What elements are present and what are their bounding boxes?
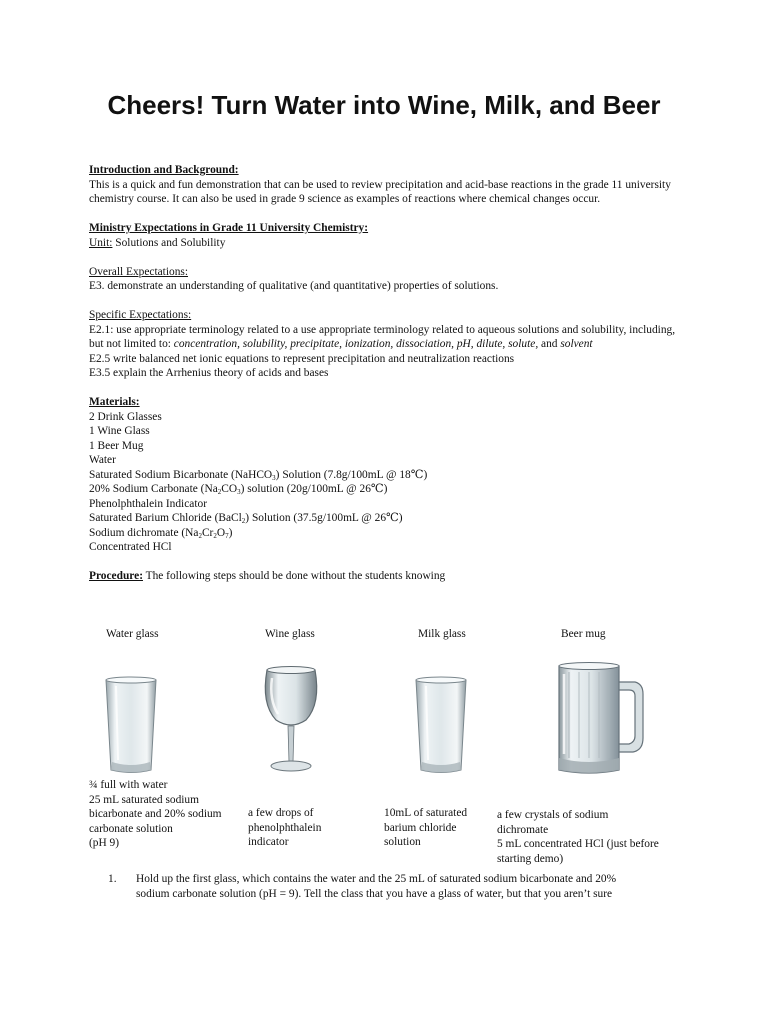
intro-heading: Introduction and Background: <box>89 164 239 176</box>
water-glass-title: Water glass <box>106 628 159 640</box>
beer-mug-caption: a few crystals of sodium dichromate 5 mL concentrated HCl (just before starting demo) <box>497 809 659 865</box>
beer-mug-title: Beer mug <box>561 628 606 640</box>
unit-label: Unit: <box>89 236 113 249</box>
beer-mug-image <box>555 658 645 780</box>
wine-glass-title: Wine glass <box>265 628 315 640</box>
unit-line <box>89 236 679 251</box>
material-item: 20% Sodium Carbonate $(Na_2CO_3)$ solution (20g/100mL @ 26℃) <box>89 483 388 496</box>
wine-glass-image <box>258 664 324 776</box>
overall-heading: Overall Expectations: <box>89 265 189 278</box>
material-item: Water <box>89 454 116 466</box>
material-item: 1 Wine Glass <box>89 425 150 437</box>
water-glass-image <box>104 676 158 776</box>
document-body <box>89 163 679 584</box>
specific-heading: Specific Expectations: <box>89 309 192 321</box>
material-item: Sodium dichromate $(Na_2Cr_2O_7)$ <box>89 526 233 540</box>
step-number: 1. <box>108 873 117 885</box>
materials-heading: Materials: <box>89 396 140 408</box>
step-text: Hold up the first glass, which contains the water and the 25 mL of saturated sodium bicarbonate and 20% sodium carbonate solution (pH = 9). Tell the class that you have a glass of water, but that you aren’t sure <box>136 873 617 900</box>
material-item: Phenolphthalein Indicator <box>89 497 207 510</box>
milk-glass-title: Milk glass <box>418 628 466 640</box>
specific-e25: E2.5 write balanced net ionic equations to represent precipitation and neutralization reactions <box>89 352 515 365</box>
material-item: Saturated Barium Chloride (BaCl$_2$) Solution (37.5g/100mL @ 26℃) <box>89 512 403 525</box>
material-item: 1 Beer Mug <box>89 439 144 452</box>
procedure-intro: The following steps should be done without the students knowing <box>142 570 446 582</box>
intro-text: This is a quick and fun demonstration that can be used to review precipitation and acid-base reactions in the grade 11 university chemistry course. It can also be used in grade 9 science as examples of reactions where chemical changes occur. <box>89 178 671 205</box>
specific-e35: E3.5 explain the Arrhenius theory of acids and bases <box>89 367 329 379</box>
procedure-label: Procedure: <box>89 570 143 582</box>
specific-e21: E2.1: use appropriate terminology related to a use appropriate terminology related to aqueous solutions and solubility, including, but not limited to: concentration, solubility, precipitate, ionization, dissociation, pH, dilute, solute, and solvent <box>89 323 676 350</box>
procedure-step <box>108 872 678 901</box>
page-title: Cheers! Turn Water into Wine, Milk, and Beer <box>107 90 661 120</box>
material-item: 2 Drink Glasses <box>89 410 162 423</box>
procedure-line <box>89 569 679 584</box>
milk-glass-caption: 10mL of saturated barium chloride solution <box>384 807 468 848</box>
material-item: Concentrated HCl <box>89 541 172 553</box>
overall-e3: E3. demonstrate an understanding of qualitative (and quantitative) properties of solutions. <box>89 280 499 292</box>
water-glass-caption: ¾ full with water 25 mL saturated sodium bicarbonate and 20% sodium carbonate solution (pH 9) <box>89 779 222 849</box>
unit-value: Solutions and Solubility <box>112 236 226 249</box>
material-item: Saturated Sodium Bicarbonate (NaHCO$_3$) Solution (7.8g/100mL @ 18℃) <box>89 468 428 482</box>
wine-glass-caption: a few drops of phenolphthalein indicator <box>248 807 322 848</box>
ministry-heading: Ministry Expectations in Grade 11 University Chemistry: <box>89 222 369 234</box>
milk-glass-image <box>414 676 468 776</box>
